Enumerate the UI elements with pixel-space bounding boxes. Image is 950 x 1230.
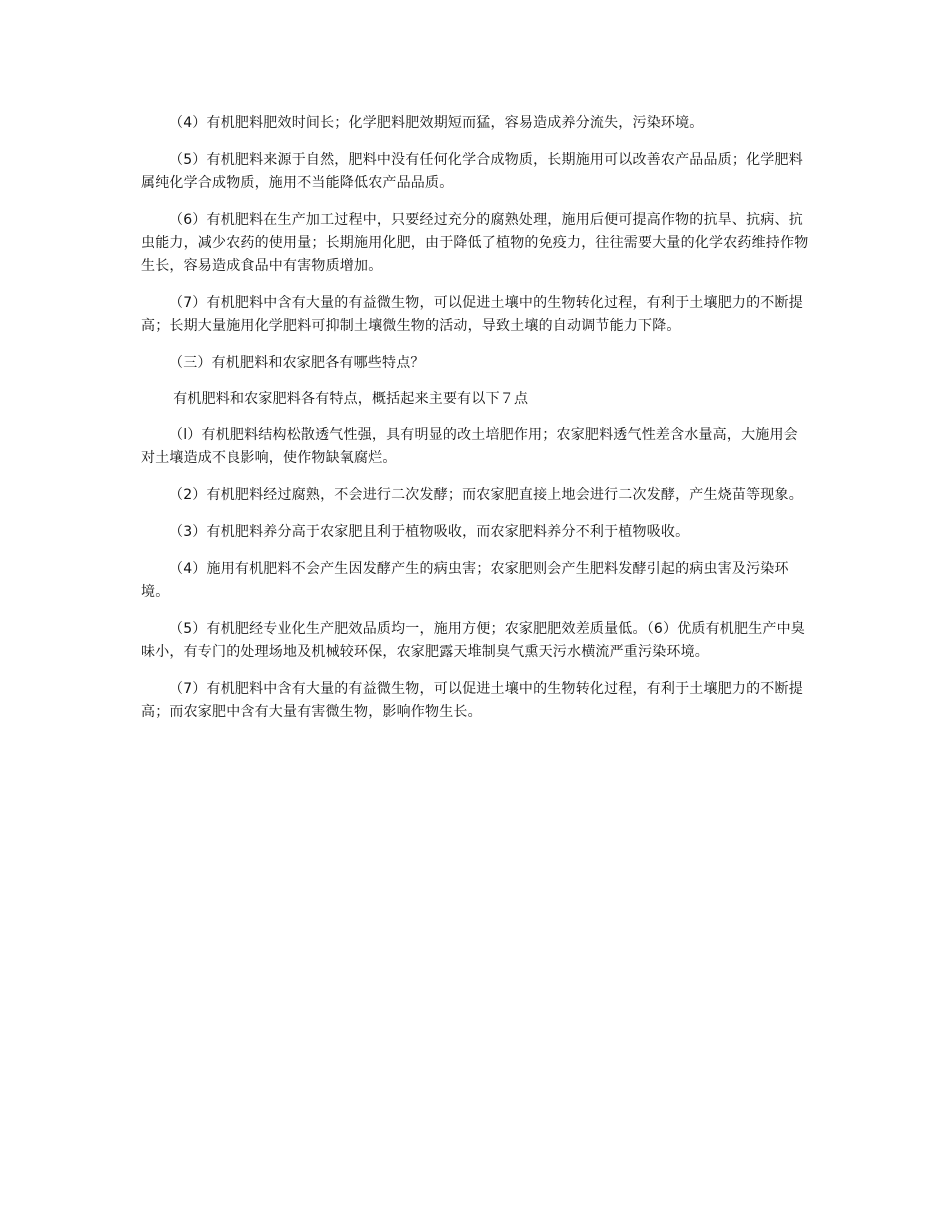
document-body bbox=[141, 112, 811, 738]
section-heading: （三）有机肥料和农家肥各有哪些特点？ bbox=[169, 355, 425, 371]
paragraph-organic-vs-farmyard-3: （3）有机肥料养分高于农家肥且利于植物吸收，而农家肥料养分不利于植物吸收。 bbox=[169, 524, 690, 540]
paragraph-organic-vs-farmyard-7: （7）有机肥料中含有大量的有益微生物，可以促进土壤中的生物转化过程，有利于土壤肥力的不断提高；而农家肥中含有大量有害微生物，影响作物生长。 bbox=[141, 681, 803, 720]
paragraph-organic-vs-farmyard-2: （2）有机肥料经过腐熟，不会进行二次发酵；而农家肥直接上地会进行二次发酵，产生烧苗等现象。 bbox=[169, 487, 803, 503]
paragraph-organic-vs-chemical-5: （5）有机肥料来源于自然，肥料中没有任何化学合成物质，长期施用可以改善农产品品质；化学肥料属纯化学合成物质，施用不当能降低农产品品质。 bbox=[141, 152, 803, 191]
paragraph-organic-vs-farmyard-4: （4）施用有机肥料不会产生因发酵产生的病虫害；农家肥则会产生肥料发酵引起的病虫害及污染环境。 bbox=[141, 561, 789, 600]
paragraph-organic-vs-farmyard-5-6: （5）有机肥经专业化生产肥效品质均一，施用方便；农家肥肥效差质量低。（6）优质有机肥生产中臭味小，有专门的处理场地及机械较环保，农家肥露天堆制臭气熏天污水横流严重污染环境。 bbox=[141, 621, 806, 660]
section-intro: 有机肥料和农家肥料各有特点，概括起来主要有以下７点 bbox=[173, 391, 529, 407]
paragraph-organic-vs-farmyard-1: （l）有机肥料结构松散透气性强，具有明显的改土培肥作用；农家肥料透气性差含水量高，大施用会对土壤造成不良影响，使作物缺氧腐烂。 bbox=[141, 427, 798, 466]
paragraph-organic-vs-chemical-7: （7）有机肥料中含有大量的有益微生物，可以促进土壤中的生物转化过程，有利于土壤肥力的不断提高；长期大量施用化学肥料可抑制土壤微生物的活动，导致土壤的自动调节能力下降。 bbox=[141, 295, 803, 334]
paragraph-organic-vs-chemical-4: （4）有机肥料肥效时间长；化学肥料肥效期短而猛，容易造成养分流失，污染环境。 bbox=[169, 115, 704, 131]
paragraph-organic-vs-chemical-6: （6）有机肥料在生产加工过程中，只要经过充分的腐熟处理，施用后便可提高作物的抗旱、抗病、抗虫能力，减少农药的使用量；长期施用化肥，由于降低了植物的免疫力，往往需要大量的化学农药维持作物生长，容易造成食品中有害物质增加。 bbox=[141, 212, 809, 274]
